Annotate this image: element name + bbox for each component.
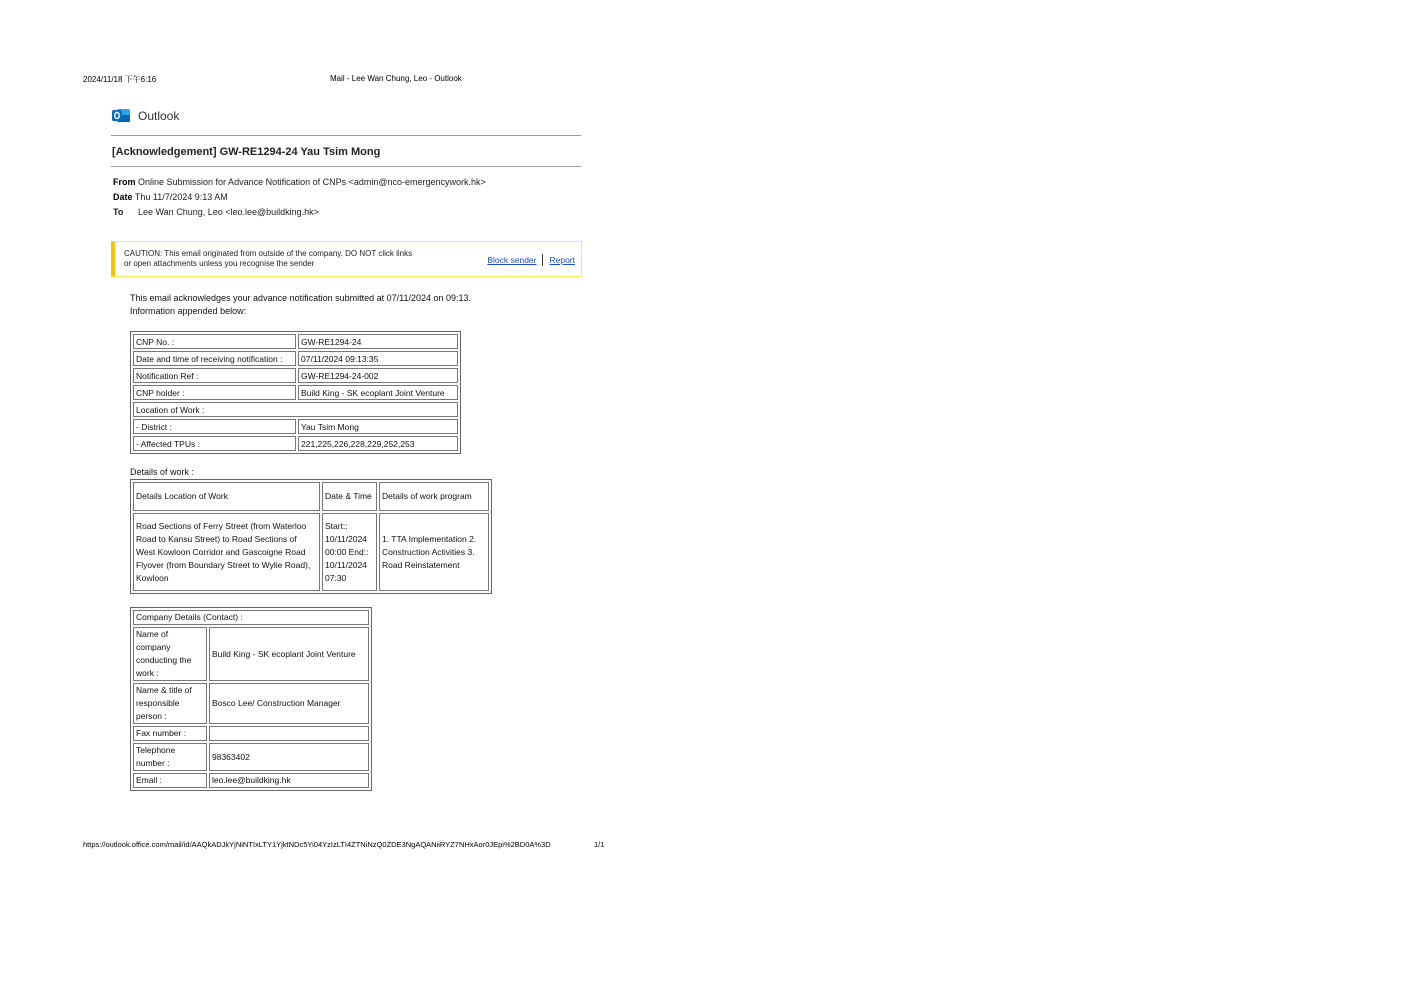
intro-line-2: Information appended below: [130,306,247,316]
subject-divider [111,166,581,167]
telephone-value: 98363402 [209,743,369,771]
print-footer-url: https://outlook.office.com/mail/id/AAQkADJkYjNiNTIxLTY1YjktNDc5Yi04YzIzLTI4ZTNiNzQ0ZDE3NgAQANiiRYZ7NHxAor0JEpi%2BD0A%3D [83,840,551,849]
table-row [133,351,458,366]
print-header-datetime: 2024/11/18 下午6:16 [83,75,157,84]
report-link[interactable]: Report [549,255,575,265]
company-name-label: Name of company conducting the work : [133,627,207,681]
outlook-logo [112,107,179,124]
col-header-location: Details Location of Work [133,482,320,511]
intro-line-1: This email acknowledges your advance notification submitted at 07/11/2024 on 09:13. [130,293,472,303]
work-details-table [130,479,492,594]
email-subject: [Acknowledgement] GW-RE1294-24 Yau Tsim Mong [112,146,381,158]
table-row [133,683,369,724]
from-value: Online Submission for Advance Notification of CNPs <admin@nco-emergencywork.hk> [138,177,486,187]
date-label: Date [113,192,133,202]
col-header-program: Details of work program [379,482,489,511]
table-row [133,513,489,591]
email-from [113,177,486,187]
date-value: Thu 11/7/2024 9:13 AM [134,192,228,202]
telephone-label: Telephone number : [133,743,207,771]
email-intro [130,292,471,318]
from-label: From [113,177,136,187]
table-row [133,743,369,771]
email-label: Email : [133,773,207,788]
block-sender-link[interactable]: Block sender [487,255,537,265]
external-caution-banner [111,241,582,277]
responsible-person-label: Name & title of responsible person : [133,683,207,724]
receiving-time-value: 07/11/2024 09:13:35 [298,351,458,366]
table-row [133,402,458,417]
work-location-cell: Road Sections of Ferry Street (from Waterloo Road to Kansu Street) to Road Sections of West Kowloon Corridor and Gascoigne Road Flyover (from Boundary Street to Wylie Road), Kowloon [133,513,320,591]
header-divider [111,135,581,136]
email-value: leo.lee@buildking.hk [209,773,369,788]
district-label: - District : [133,419,296,434]
outlook-icon [112,107,130,124]
app-name: Outlook [138,108,180,123]
work-datetime-cell: Start:: 10/11/2024 00:00 End:: 10/11/2024 07:30 [322,513,377,591]
caution-actions [487,254,575,266]
cnp-holder-value: Build King - SK ecoplant Joint Venture [298,385,458,400]
email-to [113,207,319,217]
link-separator [542,254,543,266]
receiving-time-label: Date and time of receiving notification : [133,351,296,366]
details-of-work-label: Details of work : [130,467,195,477]
table-row [133,773,369,788]
caution-text [124,249,444,269]
cnp-info-table [130,331,461,454]
caution-line-1: CAUTION: This email originated from outside of the company. DO NOT click links [124,249,413,258]
location-header: Location of Work : [133,402,458,417]
table-row [133,385,458,400]
table-row [133,627,369,681]
district-value: Yau Tsim Mong [298,419,458,434]
to-label: To [113,207,124,217]
tpus-value: 221,225,226,228,229,252,253 [298,436,458,451]
fax-value [209,726,369,741]
print-footer-page: 1/1 [594,840,605,849]
notification-ref-value: GW-RE1294-24-002 [298,368,458,383]
company-details-table [130,607,372,791]
cnp-holder-label: CNP holder : [133,385,296,400]
table-row [133,726,369,741]
table-row [133,368,458,383]
fax-label: Fax number : [133,726,207,741]
responsible-person-value: Bosco Lee/ Construction Manager [209,683,369,724]
cnp-no-value: GW-RE1294-24 [298,334,458,349]
company-header: Company Details (Contact) : [133,610,369,625]
work-program-cell: 1. TTA Implementation 2. Construction Activities 3. Road Reinstatement [379,513,489,591]
table-row [133,334,458,349]
table-header-row [133,482,489,511]
company-name-value: Build King - SK ecoplant Joint Venture [209,627,369,681]
to-value: Lee Wan Chung, Leo <leo.lee@buildking.hk> [138,207,319,217]
cnp-no-label: CNP No. : [133,334,296,349]
table-row [133,419,458,434]
table-header-row [133,610,369,625]
notification-ref-label: Notification Ref : [133,368,296,383]
email-date [113,192,228,202]
table-row [133,436,458,451]
print-header-title: Mail - Lee Wan Chung, Leo - Outlook [330,74,462,83]
caution-line-2: or open attachments unless you recognise the sender [124,259,315,268]
tpus-label: - Affected TPUs : [133,436,296,451]
col-header-datetime: Date & Time [322,482,377,511]
